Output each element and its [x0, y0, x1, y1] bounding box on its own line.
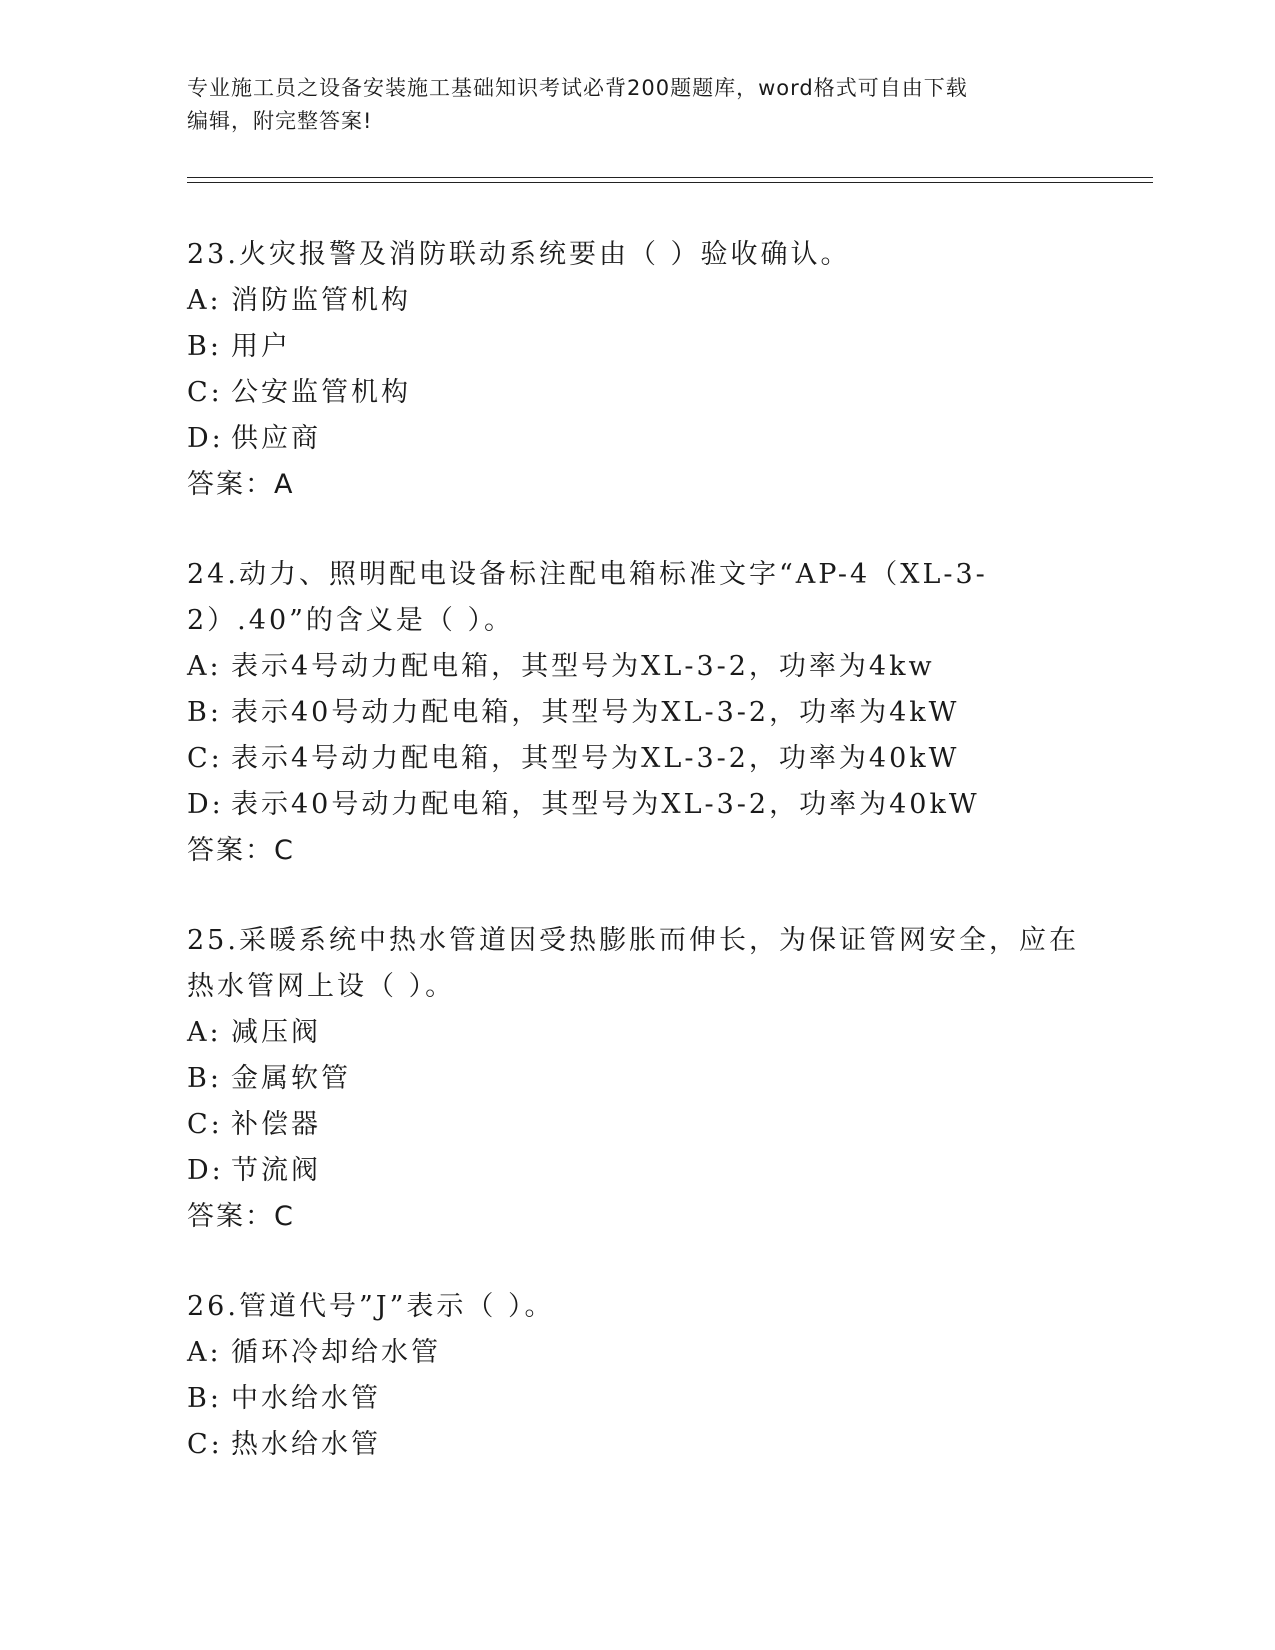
document-header: [187, 72, 1067, 138]
option-key: B:: [187, 331, 222, 362]
option-c: [187, 1102, 1087, 1148]
option-text: 消防监管机构: [231, 285, 411, 316]
option-text: 表示40号动力配电箱，其型号为XL-3-2，功率为40kW: [231, 789, 980, 820]
option-key: C:: [187, 743, 223, 774]
option-d: [187, 782, 1087, 828]
option-text: 循环冷却给水管: [231, 1337, 441, 1368]
question-26: [187, 1284, 1087, 1468]
option-text: 供应商: [231, 423, 321, 454]
option-c: [187, 1422, 1087, 1468]
option-a: [187, 278, 1087, 324]
option-key: C:: [187, 1109, 223, 1140]
option-text: 用户: [231, 331, 291, 362]
option-a: [187, 1330, 1087, 1376]
option-text: 补偿器: [231, 1109, 321, 1140]
option-text: 中水给水管: [231, 1383, 381, 1414]
option-text: 表示4号动力配电箱，其型号为XL-3-2，功率为4kw: [231, 651, 935, 682]
header-divider: [187, 177, 1153, 178]
option-text: 金属软管: [231, 1063, 351, 1094]
question-23: [187, 232, 1087, 508]
option-key: B:: [187, 697, 222, 728]
option-b: [187, 1056, 1087, 1102]
header-title-line-1: 专业施工员之设备安装施工基础知识考试必背200题题库，word格式可自由下载: [187, 76, 968, 100]
header-divider-second: [187, 182, 1153, 183]
option-text: 公安监管机构: [231, 377, 411, 408]
option-c: [187, 370, 1087, 416]
option-key: C:: [187, 1429, 223, 1460]
option-key: A:: [187, 285, 222, 316]
question-24: [187, 552, 1087, 874]
header-title-line-2: 编辑，附完整答案!: [187, 109, 373, 133]
question-list: [187, 232, 1087, 1512]
answer-line: 答案：C: [187, 835, 295, 866]
option-a: [187, 1010, 1087, 1056]
option-a: [187, 644, 1087, 690]
option-key: D:: [187, 423, 224, 454]
option-key: D:: [187, 1155, 224, 1186]
option-key: C:: [187, 377, 223, 408]
option-key: B:: [187, 1383, 222, 1414]
answer-line: 答案：A: [187, 469, 295, 500]
option-text: 热水给水管: [231, 1429, 381, 1460]
question-stem: 26.管道代号”J”表示（ ）。: [187, 1291, 555, 1322]
option-key: A:: [187, 651, 222, 682]
question-stem: 24.动力、照明配电设备标注配电箱标准文字“AP-4（XL-3-2）.40”的含义是（ ）。: [187, 559, 988, 636]
option-b: [187, 324, 1087, 370]
option-key: D:: [187, 789, 224, 820]
option-text: 表示40号动力配电箱，其型号为XL-3-2，功率为4kW: [231, 697, 960, 728]
option-d: [187, 416, 1087, 462]
option-text: 减压阀: [231, 1017, 321, 1048]
option-key: A:: [187, 1017, 222, 1048]
question-stem: 23.火灾报警及消防联动系统要由（ ）验收确认。: [187, 239, 851, 270]
question-stem: 25.采暖系统中热水管道因受热膨胀而伸长，为保证管网安全，应在热水管网上设（ ）。: [187, 925, 1079, 1002]
option-key: A:: [187, 1337, 222, 1368]
option-text: 表示4号动力配电箱，其型号为XL-3-2，功率为40kW: [231, 743, 960, 774]
option-c: [187, 736, 1087, 782]
answer-line: 答案：C: [187, 1201, 295, 1232]
option-b: [187, 690, 1087, 736]
option-key: B:: [187, 1063, 222, 1094]
option-text: 节流阀: [231, 1155, 321, 1186]
question-25: [187, 918, 1087, 1240]
option-d: [187, 1148, 1087, 1194]
option-b: [187, 1376, 1087, 1422]
